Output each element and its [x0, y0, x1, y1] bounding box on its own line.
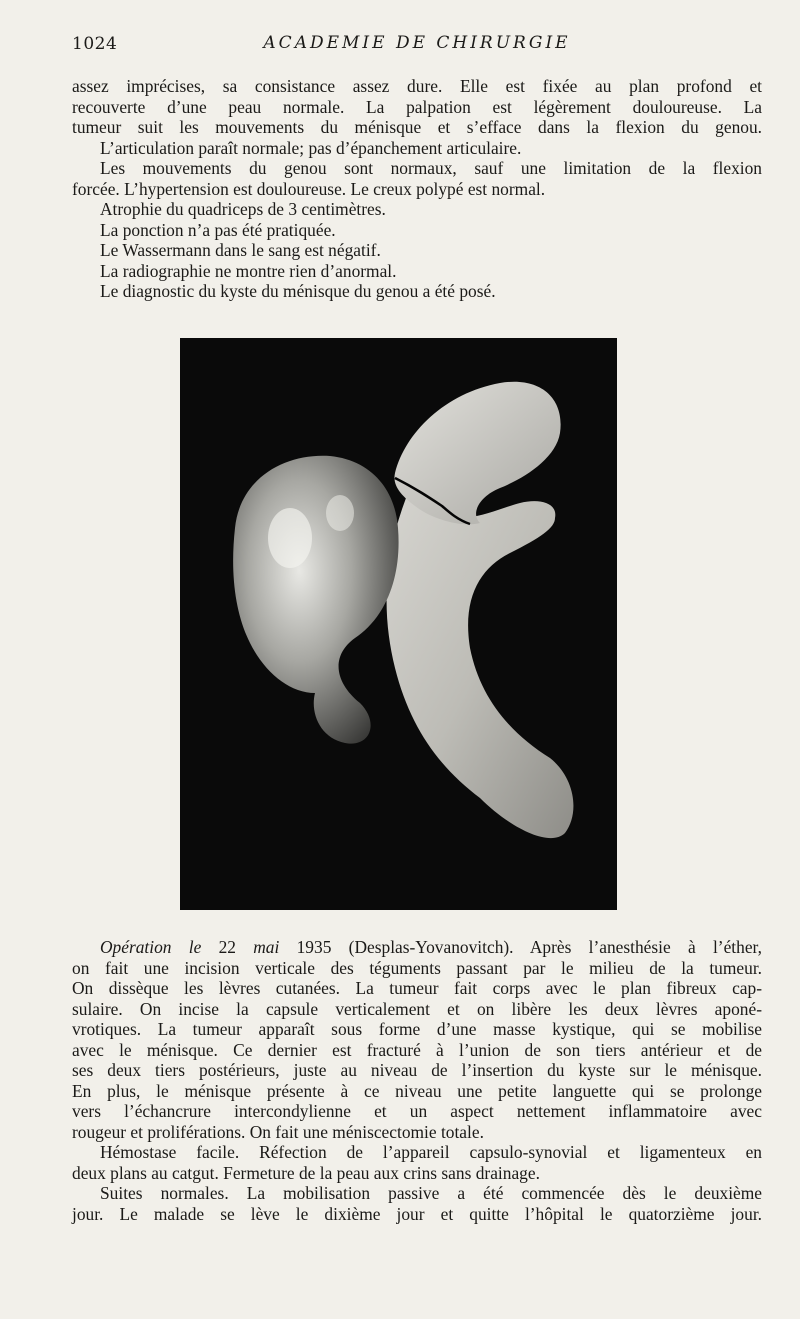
cyst-highlight — [268, 508, 312, 568]
paragraph — [72, 220, 762, 241]
text-line: L’articulation paraît normale; pas d’épanchement articulaire. — [100, 137, 522, 158]
paragraph — [72, 158, 762, 199]
text-line: En plus, le ménisque présente à ce niveau une petite languette qui se prolonge — [72, 1080, 762, 1101]
text-line: La radiographie ne montre rien d’anormal. — [100, 260, 397, 281]
body-text-bottom — [72, 937, 762, 1224]
body-text-top — [72, 76, 762, 302]
text-line: sulaire. On incise la capsule verticalement et on libère les deux lèvres aponé- — [72, 998, 762, 1019]
paragraph — [72, 240, 762, 261]
text-line: assez imprécises, sa consistance assez dure. Elle est fixée au plan profond et — [72, 76, 762, 96]
text-line: vers l’échancrure intercondylienne et un aspect nettement inflammatoire avec — [72, 1101, 762, 1121]
text-line: Atrophie du quadriceps de 3 centimètres. — [100, 199, 386, 219]
paragraph — [72, 261, 762, 282]
paragraph-operation — [72, 937, 762, 1142]
cyst-highlight — [326, 495, 354, 531]
text-line: La ponction n’a pas été pratiquée. — [100, 219, 336, 240]
text-line: Suites normales. La mobilisation passive a été commencée dès le deuxième — [100, 1183, 762, 1203]
text-line: Le diagnostic du kyste du ménisque du genou a été posé. — [100, 281, 496, 301]
paragraph — [72, 76, 762, 138]
page-header — [72, 30, 762, 56]
text-line: ses deux tiers postérieurs, juste au niveau de l’insertion du kyste sur le ménisque. — [72, 1060, 762, 1080]
text-line: rougeur et proliférations. On fait une méniscectomie totale. — [72, 1121, 484, 1142]
text-line: on fait une incision verticale des téguments passant par le milieu de la tumeur. — [72, 957, 762, 978]
text-line: On dissèque les lèvres cutanées. La tumeur fait corps avec le plan fibreux cap- — [72, 978, 762, 998]
paragraph — [72, 138, 762, 159]
text-line: jour. Le malade se lève le dixième jour et quitte l’hôpital le quatorzième jour. — [72, 1203, 762, 1224]
date-month: mai — [253, 937, 280, 957]
date-day: 22 — [201, 937, 254, 957]
paragraph — [72, 1183, 762, 1224]
text-line: vrotiques. La tumeur apparaît sous forme d’une masse kystique, qui se mobilise — [72, 1019, 762, 1039]
text-line: deux plans au catgut. Fermeture de la peau aux crins sans drainage. — [72, 1162, 540, 1183]
text-continuation: 1935 (Desplas-Yovanovitch). Après l’anesthésie à l’éther, — [279, 937, 762, 957]
text-line: Les mouvements du genou sont normaux, sauf une limitation de la flexion — [100, 158, 762, 178]
text-line: recouverte d’une peau normale. La palpation est légèrement douloureuse. La — [72, 96, 762, 117]
text-line: Le Wassermann dans le sang est négatif. — [100, 240, 381, 260]
meniscus-cyst-photograph — [180, 338, 617, 910]
paragraph — [72, 199, 762, 220]
text-line — [72, 937, 762, 958]
text-line: forcée. L’hypertension est douloureuse. Le creux polypé est normal. — [72, 178, 546, 199]
paragraph — [72, 281, 762, 302]
text-line: avec le ménisque. Ce dernier est fracturé à l’union de son tiers antérieur et de — [72, 1039, 762, 1060]
paragraph — [72, 1142, 762, 1183]
meniscus-specimen-illustration — [180, 338, 617, 910]
running-head: ACADEMIE DE CHIRURGIE — [263, 33, 571, 53]
italic-lead: Opération le — [100, 937, 202, 957]
text-line: Hémostase facile. Réfection de l’appareil capsulo-synovial et ligamenteux en — [100, 1142, 762, 1162]
meniscus-body — [387, 488, 574, 838]
page-number: 1024 — [72, 34, 118, 54]
text-line: tumeur suit les mouvements du ménisque et s’efface dans la flexion du genou. — [72, 117, 762, 137]
cyst-mass — [233, 456, 398, 744]
